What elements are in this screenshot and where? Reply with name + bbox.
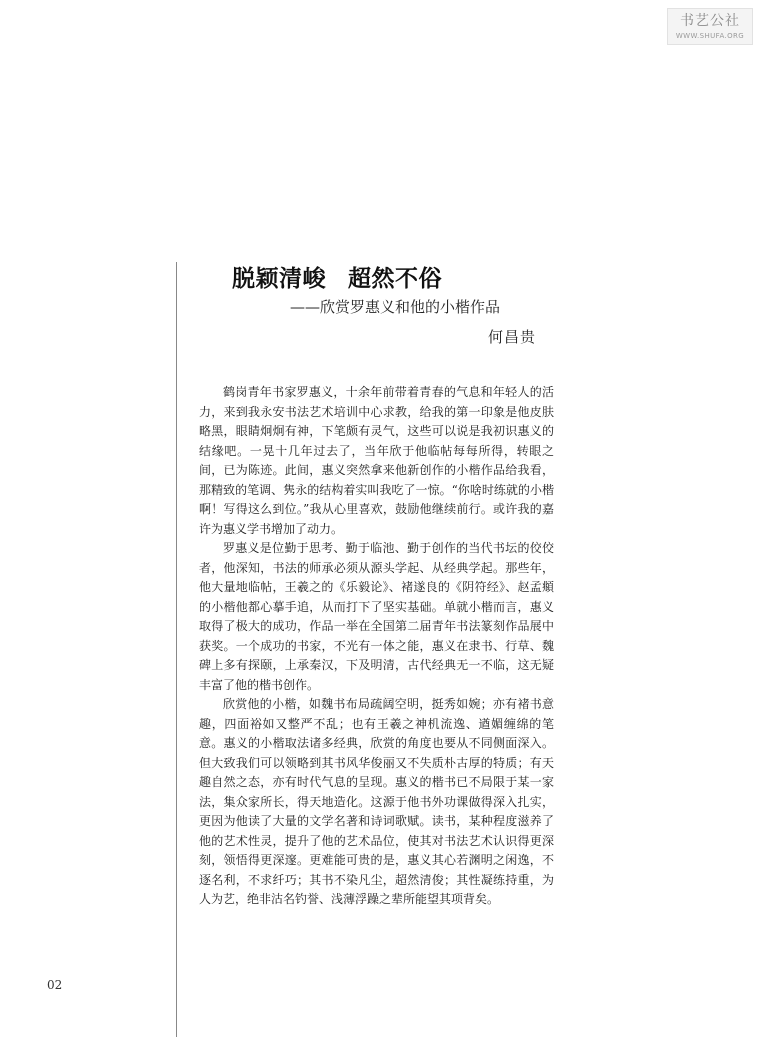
paragraph-1: 鹤岗青年书家罗惠义，十余年前带着青春的气息和年轻人的活力，来到我永安书法艺术培训中心求教，给我的第一印象是他皮肤略黑，眼睛炯炯有神，下笔颇有灵气，这些可以说是我初识惠义的结缘吧。一晃十几年过去了，当年欣于他临帖每每所得，转眼之间，已为陈迹。此间，惠义突然拿来他新创作的小楷作品给我看，那精致的笔调、隽永的结构着实叫我吃了一惊。“你啥时练就的小楷啊！写得这么到位。”我从心里喜欢，鼓励他继续前行。或许我的嘉许为惠义学书增加了动力。 [199,385,554,536]
page-number: 02 [47,978,63,992]
watermark-name: 书艺公社 [680,13,740,29]
article-body [199,383,554,910]
article-title [232,260,442,293]
vertical-rule [176,262,177,1037]
article-subtitle: ——欣赏罗惠义和他的小楷作品 [290,298,501,316]
paragraph-3: 欣赏他的小楷，如魏书布局疏阔空明，挺秀如婉；亦有褚书意趣，四面裕如又整严不乱；也有王羲之神机流逸、遒媚缠绵的笔意。惠义的小楷取法诸多经典，欣赏的角度也要从不同侧面深入。但大致我们可以领略到其书风华俊丽又不失质朴古厚的特质；有天趣自然之态，亦有时代气息的呈现。惠义的楷书已不局限于某一家法，集众家所长，得天地造化。这源于他书外功课做得深入扎实，更因为他读了大量的文学名著和诗词歌赋。读书，某种程度滋养了他的艺术性灵，提升了他的艺术品位，使其对书法艺术认识得更深刻，领悟得更深邃。更难能可贵的是，惠义其心若渊明之闲逸，不逐名利，不求纤巧；其书不染凡尘，超然清俊；其性凝练持重，为人为艺，绝非沽名钓誉、浅薄浮躁之辈所能望其项背矣。 [199,697,554,906]
title-part-1: 脱颖清峻 [232,265,326,292]
title-part-2: 超然不俗 [348,265,442,292]
watermark-logo [667,8,753,45]
article-author: 何昌贵 [488,328,537,346]
paragraph-2: 罗惠义是位勤于思考、勤于临池、勤于创作的当代书坛的佼佼者，他深知，书法的师承必须从源头学起、从经典学起。那些年，他大量地临帖，王羲之的《乐毅论》、褚遂良的《阴符经》、赵孟頫的小楷他都心摹手追，从而打下了坚实基础。单就小楷而言，惠义取得了极大的成功，作品一举在全国第二届青年书法篆刻作品展中获奖。一个成功的书家，不光有一体之能，惠义在隶书、行草、魏碑上多有探颐，上承秦汉，下及明清，古代经典无一不临，这无疑丰富了他的楷书创作。 [199,541,554,692]
watermark-url: WWW.SHUFA.ORG [675,32,745,40]
